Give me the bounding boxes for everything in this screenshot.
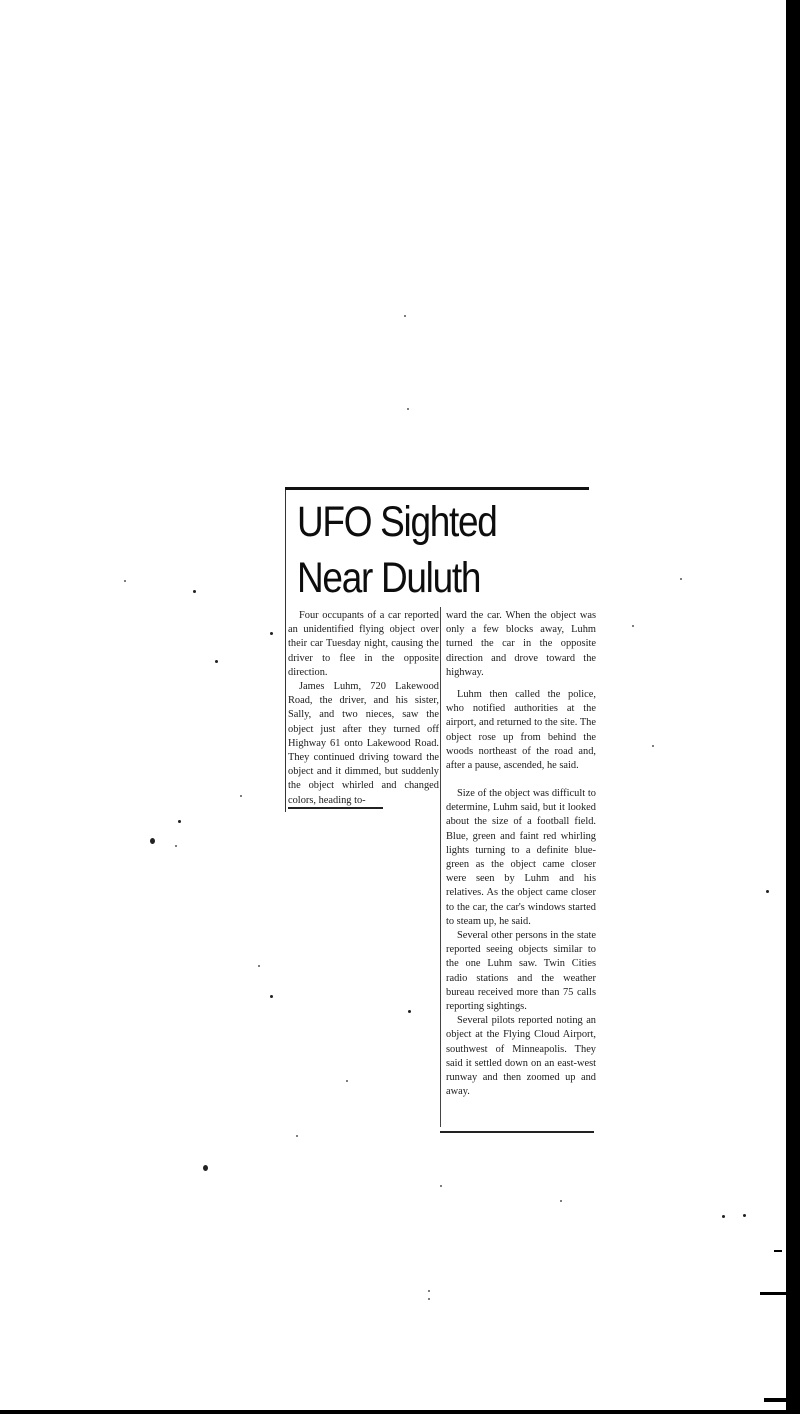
article-paragraph: Several other persons in the state reported seeing objects similar to the one Luhm saw. Twin Cities radio stations and the weather bureau received more than 75 calls reporting sightings. (446, 930, 596, 1013)
article-paragraph: Several pilots reported noting an object at the Flying Cloud Airport, southwest of Minneapolis. They said it settled down on an east-west runway and then zoomed up and away. (446, 1015, 596, 1098)
article-paragraph: Four occupants of a car reported an unidentified flying object over their car Tuesday night, causing the driver to flee in the opposite direction. (288, 610, 439, 678)
column-divider (440, 607, 441, 1127)
scan-speck (680, 578, 682, 580)
scan-speck (408, 1010, 411, 1013)
scan-speck (722, 1215, 725, 1218)
article-paragraph: Luhm then called the police, who notified authorities at the airport, and returned to the site. The object rose up from behind the woods northeast of the road and, after a pause, ascended, he said. (446, 689, 596, 772)
scan-speck (428, 1298, 430, 1300)
scan-speck (346, 1080, 348, 1082)
clipping-top-rule (285, 487, 589, 490)
article-paragraph: ward the car. When the object was only a few blocks away, Luhm turned the car in the opposite direction and drove toward the highway. (446, 610, 596, 678)
scan-speck (193, 590, 196, 593)
scan-speck (124, 580, 126, 582)
scan-speck (150, 838, 155, 844)
scan-speck (296, 1135, 298, 1137)
scan-speck (766, 890, 769, 893)
article-paragraph: James Luhm, 720 Lakewood Road, the driver, and his sister, Sally, and two nieces, saw the object just after they turned off Highway 61 onto Lakewood Road. They continued driving toward the object and it dimmed, but suddenly the object whirled and changed colors, heading to- (288, 681, 439, 806)
headline (297, 494, 546, 606)
article-column-right (446, 609, 596, 773)
scan-speck (258, 965, 260, 967)
scan-speck (178, 820, 181, 823)
article-paragraph: Size of the object was difficult to determine, Luhm said, but it looked about the size of a football field. Blue, green and faint red whirling lights turning to a definite blue-green as the object came closer were seen by Luhm and his relatives. As the object came closer to the car, the car's windows started to steam up, he said. (446, 788, 596, 927)
scan-speck (203, 1165, 208, 1171)
scan-speck (652, 745, 654, 747)
scan-speck (270, 995, 273, 998)
scan-speck (215, 660, 218, 663)
scan-speck (404, 315, 406, 317)
headline-line: UFO Sighted (297, 498, 497, 546)
scan-edge-mark (764, 1398, 790, 1402)
scan-edge-bottom (0, 1410, 800, 1414)
scan-speck (560, 1200, 562, 1202)
clipping-bottom-rule (440, 1131, 594, 1133)
scan-speck (440, 1185, 442, 1187)
scan-speck (632, 625, 634, 627)
scan-speck (240, 795, 242, 797)
article-column-left (288, 609, 439, 808)
scan-speck (428, 1290, 430, 1292)
headline-line: Near Duluth (297, 554, 481, 602)
scan-edge-mark (774, 1250, 782, 1252)
scan-edge-mark (760, 1292, 786, 1295)
scan-speck (743, 1214, 746, 1217)
scan-speck (175, 845, 177, 847)
scan-speck (407, 408, 409, 410)
scan-speck (270, 632, 273, 635)
clipping-left-rule (285, 490, 286, 812)
scan-edge-right (786, 0, 800, 1414)
article-column-right-continued (446, 787, 596, 1099)
